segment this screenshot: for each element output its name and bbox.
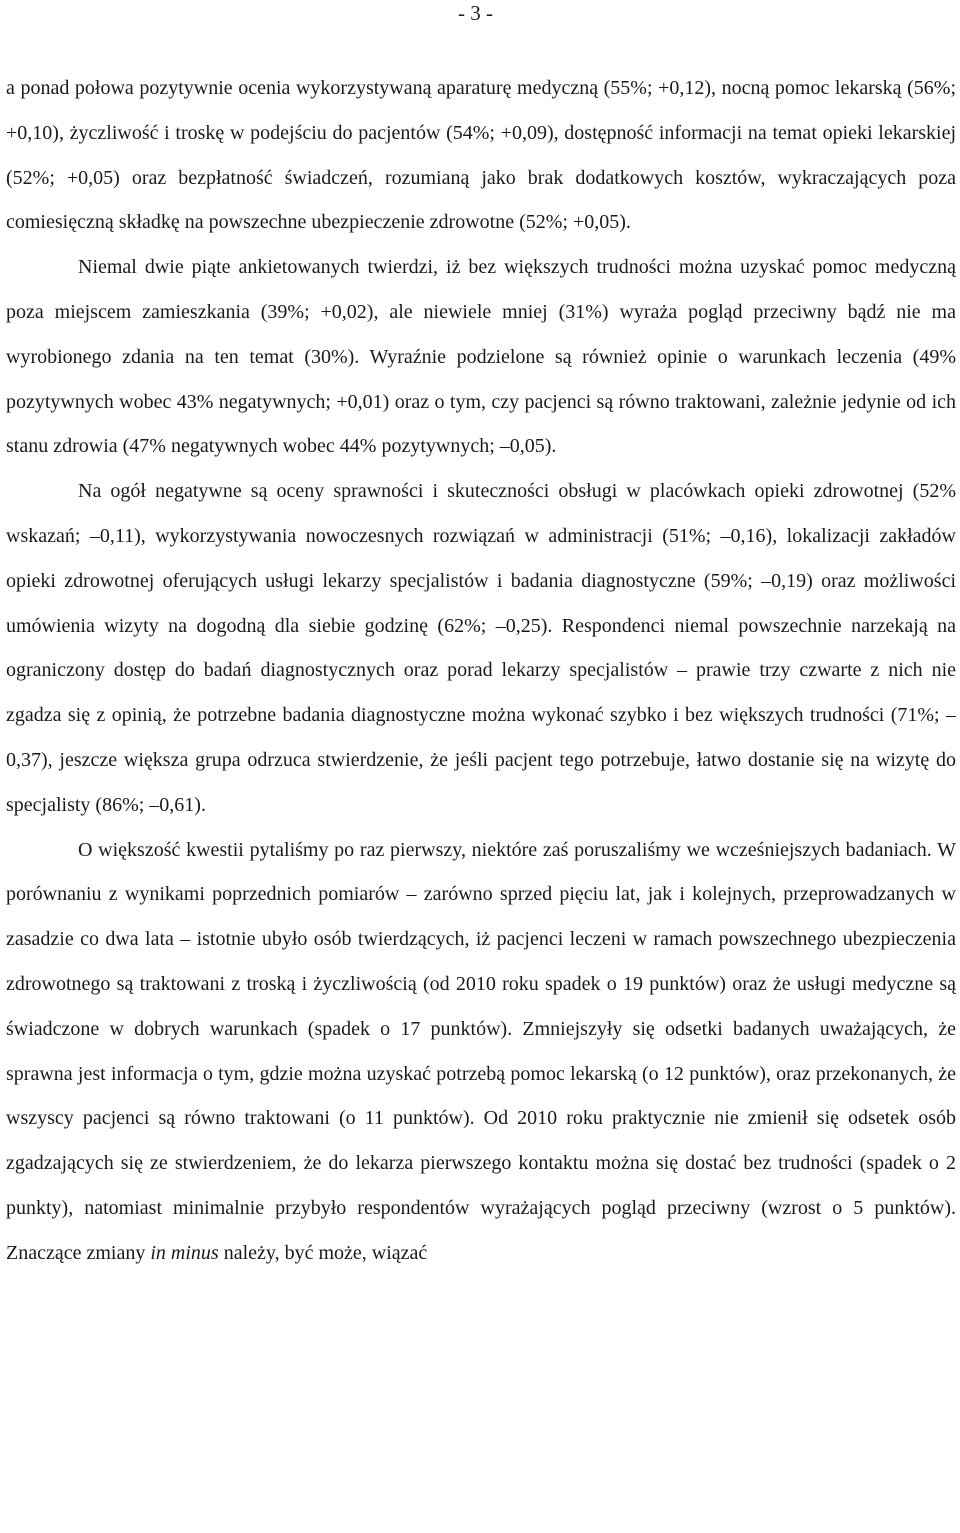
paragraph-4 [6, 828, 956, 1276]
paragraph-1: a ponad połowa pozytywnie ocenia wykorzystywaną aparaturę medyczną (55%; +0,12), nocną pomoc lekarską (56%; +0,10), życzliwość i troskę w podejściu do pacjentów (54%; +0,09), dostępność informacji na temat opieki lekarskiej (52%; +0,05) oraz bezpłatność świadczeń, rozumianą jako brak dodatkowych kosztów, wykraczających poza comiesięczną składkę na powszechne ubezpieczenie zdrowotne (52%; +0,05). [6, 77, 956, 234]
page-number: - 3 - [458, 1, 493, 25]
paragraph-4-tail: należy, być może, wiązać [218, 1241, 428, 1264]
paragraph-4-text: O większość kwestii pytaliśmy po raz pierwszy, niektóre zaś poruszaliśmy we wcześniejszych badaniach. W porównaniu z wynikami poprzednich pomiarów – zarówno sprzed pięciu lat, jak i kolejnych, przeprowadzanych w zasadzie co dwa lata – istotnie ubyło osób twierdzących, iż pacjenci leczeni w ramach powszechnego ubezpieczenia zdrowotnego są traktowani z troską i życzliwością (od 2010 roku spadek o 19 punktów) oraz że usługi medyczne są świadczone w dobrych warunkach (spadek o 17 punktów). Zmniejszyły się odsetki badanych uważających, że sprawna jest informacja o tym, gdzie można uzyskać potrzebą pomoc lekarską (o 12 punktów), oraz przekonanych, że wszyscy pacjenci są równo traktowani (o 11 punktów). Od 2010 roku praktycznie nie zmienił się odsetek osób zgadzających się ze stwierdzeniem, że do lekarza pierwszego kontaktu można się dostać bez trudności (spadek o 2 punkty), natomiast minimalnie przybyło respondentów wyrażających pogląd przeciwny (wzrost o 5 punktów). Znaczące zmiany [6, 838, 956, 1264]
document-body [6, 66, 956, 1276]
paragraph-3: Na ogół negatywne są oceny sprawności i skuteczności obsługi w placówkach opieki zdrowotnej (52% wskazań; –0,11), wykorzystywania nowoczesnych rozwiązań w administracji (51%; –0,16), lokalizacji zakładów opieki zdrowotnej oferujących usługi lekarzy specjalistów i badania diagnostyczne (59%; –0,19) oraz możliwości umówienia wizyty na dogodną dla siebie godzinę (62%; –0,25). Respondenci niemal powszechnie narzekają na ograniczony dostęp do badań diagnostycznych oraz porad lekarzy specjalistów – prawie trzy czwarte z nich nie zgadza się z opinią, że potrzebne badania diagnostyczne można wykonać szybko i bez większych trudności (71%; –0,37), jeszcze większa grupa odrzuca stwierdzenie, że jeśli pacjent tego potrzebuje, łatwo dostanie się na wizytę do specjalisty (86%; –0,61). [6, 480, 956, 816]
paragraph-4-emphasis: in minus [150, 1241, 219, 1264]
paragraph-2: Niemal dwie piąte ankietowanych twierdzi, iż bez większych trudności można uzyskać pomoc medyczną poza miejscem zamieszkania (39%; +0,02), ale niewiele mniej (31%) wyraża pogląd przeciwny bądź nie ma wyrobionego zdania na ten temat (30%). Wyraźnie podzielone są również opinie o warunkach leczenia (49% pozytywnych wobec 43% negatywnych; +0,01) oraz o tym, czy pacjenci są równo traktowani, zależnie jedynie od ich stanu zdrowia (47% negatywnych wobec 44% pozytywnych; –0,05). [6, 256, 956, 458]
